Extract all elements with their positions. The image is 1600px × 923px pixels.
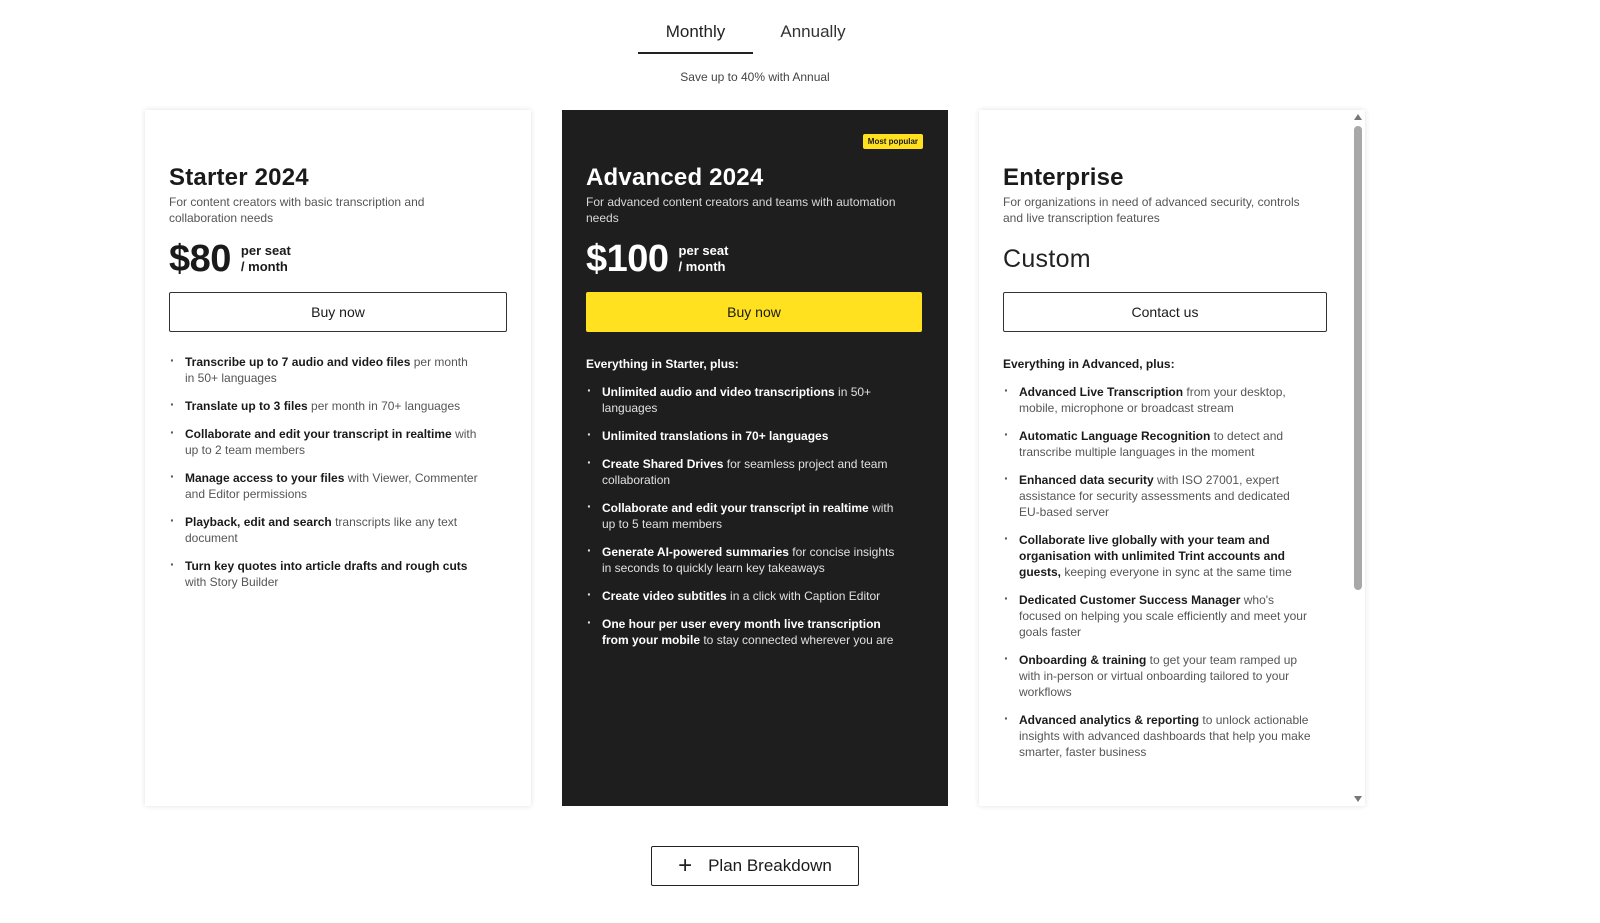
feature-detail: with Story Builder bbox=[185, 575, 279, 589]
plan-name: Advanced 2024 bbox=[586, 164, 764, 191]
feature-highlight: Collaborate and edit your transcript in realtime bbox=[185, 427, 452, 441]
tab-monthly[interactable]: Monthly bbox=[638, 18, 753, 54]
enterprise-scrollbar[interactable] bbox=[1352, 110, 1364, 806]
plus-icon: + bbox=[678, 852, 693, 879]
scroll-down-arrow-icon[interactable] bbox=[1354, 796, 1362, 802]
feature-highlight: Manage access to your files bbox=[185, 471, 345, 485]
feature-item bbox=[169, 398, 479, 414]
feature-highlight: Transcribe up to 7 audio and video files bbox=[185, 355, 411, 369]
feature-detail: for concise insights in seconds to quickly learn key takeaways bbox=[602, 545, 895, 575]
scrollbar-thumb[interactable] bbox=[1354, 126, 1362, 590]
feature-highlight: Collaborate and edit your transcript in realtime bbox=[602, 501, 869, 515]
price-unit-period: / month bbox=[678, 259, 726, 274]
plan-card-enterprise bbox=[979, 110, 1365, 806]
feature-item bbox=[586, 384, 896, 416]
feature-item bbox=[169, 470, 479, 502]
feature-detail: to detect and transcribe multiple languages in the moment bbox=[1019, 429, 1284, 459]
feature-item bbox=[586, 544, 896, 576]
feature-detail: to get your team ramped up with in-person or virtual onboarding tailored to your workflows bbox=[1019, 653, 1298, 699]
feature-detail: with Viewer, Commenter and Editor permissions bbox=[185, 471, 478, 501]
feature-item bbox=[169, 426, 479, 458]
feature-item bbox=[1003, 712, 1313, 760]
feature-highlight: Advanced analytics & reporting bbox=[1019, 713, 1200, 727]
contact-us-button[interactable]: Contact us bbox=[1003, 292, 1327, 332]
feature-item bbox=[169, 514, 479, 546]
feature-detail: with up to 2 team members bbox=[185, 427, 477, 457]
feature-detail: in 50+ languages bbox=[602, 385, 872, 415]
feature-highlight: Unlimited audio and video transcriptions bbox=[602, 385, 835, 399]
plan-description: For organizations in need of advanced security, controls and live transcription features bbox=[1003, 195, 1300, 225]
feature-detail: with up to 5 team members bbox=[602, 501, 894, 531]
price-unit-period: / month bbox=[240, 259, 288, 274]
price-row bbox=[1003, 238, 1341, 280]
feature-item bbox=[1003, 592, 1313, 640]
most-popular-badge: Most popular bbox=[863, 134, 923, 149]
feature-detail: to stay connected wherever you are bbox=[700, 633, 894, 647]
feature-list bbox=[169, 354, 507, 590]
feature-highlight: Create Shared Drives bbox=[602, 457, 724, 471]
feature-item bbox=[1003, 532, 1313, 580]
feature-highlight: Translate up to 3 files bbox=[185, 399, 308, 413]
price-unit bbox=[679, 243, 729, 275]
feature-item bbox=[1003, 652, 1313, 700]
feature-highlight: Playback, edit and search bbox=[185, 515, 332, 529]
includes-heading: Everything in Advanced, plus: bbox=[1003, 357, 1175, 371]
feature-detail: per month in 50+ languages bbox=[185, 355, 468, 385]
feature-detail: to unlock actionable insights with advanced dashboards that help you make smarter, faster business bbox=[1019, 713, 1311, 759]
feature-highlight: Generate AI-powered summaries bbox=[602, 545, 789, 559]
feature-item bbox=[1003, 384, 1313, 416]
buy-now-button[interactable]: Buy now bbox=[169, 292, 507, 332]
buy-now-button[interactable]: Buy now bbox=[586, 292, 922, 332]
feature-highlight: Onboarding & training bbox=[1019, 653, 1147, 667]
plan-price: Custom bbox=[1003, 245, 1091, 273]
feature-highlight: Create video subtitles bbox=[602, 589, 727, 603]
feature-highlight: Collaborate live globally with your team and organisation with unlimited Trint accounts and guests, bbox=[1019, 533, 1286, 579]
plan-description: For advanced content creators and teams with automation needs bbox=[586, 195, 896, 225]
feature-highlight: Turn key quotes into article drafts and rough cuts bbox=[185, 559, 468, 573]
feature-detail: in a click with Caption Editor bbox=[726, 589, 881, 603]
feature-item bbox=[1003, 472, 1313, 520]
feature-item bbox=[586, 616, 896, 648]
feature-detail: keeping everyone in sync at the same time bbox=[1061, 565, 1292, 579]
plan-price: $80 bbox=[169, 238, 231, 280]
annual-savings-note: Save up to 40% with Annual bbox=[680, 70, 830, 84]
feature-highlight: Enhanced data security bbox=[1019, 473, 1154, 487]
billing-toggle bbox=[638, 18, 873, 54]
plan-card-starter bbox=[145, 110, 531, 806]
feature-item bbox=[586, 456, 896, 488]
feature-item bbox=[586, 500, 896, 532]
tab-annually[interactable]: Annually bbox=[780, 22, 846, 41]
feature-detail: with ISO 27001, expert assistance for security assessments and dedicated EU-based server bbox=[1019, 473, 1290, 519]
feature-list bbox=[586, 384, 924, 648]
plan-description: For content creators with basic transcription and collaboration needs bbox=[169, 195, 425, 225]
feature-item bbox=[586, 588, 896, 604]
feature-detail: per month in 70+ languages bbox=[307, 399, 461, 413]
feature-detail: from your desktop, mobile, microphone or broadcast stream bbox=[1019, 385, 1286, 415]
feature-highlight: One hour per user every month live transcription from your mobile bbox=[602, 617, 881, 647]
feature-detail: transcripts like any text document bbox=[185, 515, 458, 545]
feature-detail: who's focused on helping you scale efficiently and meet your goals faster bbox=[1019, 593, 1307, 639]
plan-name: Starter 2024 bbox=[169, 164, 309, 191]
feature-highlight: Unlimited translations in 70+ languages bbox=[602, 429, 829, 443]
price-unit-seat: per seat bbox=[240, 243, 291, 258]
plan-name: Enterprise bbox=[1003, 164, 1124, 191]
scroll-up-arrow-icon[interactable] bbox=[1354, 114, 1362, 120]
plan-price: $100 bbox=[586, 238, 669, 280]
plan-card-advanced bbox=[562, 110, 948, 806]
plan-breakdown-label: Plan Breakdown bbox=[708, 856, 832, 875]
price-unit bbox=[241, 243, 291, 275]
price-row bbox=[169, 238, 507, 280]
feature-detail: for seamless project and team collaboration bbox=[602, 457, 888, 487]
plan-breakdown-button[interactable] bbox=[651, 846, 859, 886]
feature-item bbox=[169, 558, 479, 590]
feature-list bbox=[1003, 384, 1341, 760]
feature-highlight: Dedicated Customer Success Manager bbox=[1019, 593, 1241, 607]
includes-heading: Everything in Starter, plus: bbox=[586, 357, 739, 371]
feature-item bbox=[586, 428, 896, 444]
feature-item bbox=[169, 354, 479, 386]
feature-highlight: Automatic Language Recognition bbox=[1019, 429, 1211, 443]
price-row bbox=[586, 238, 924, 280]
price-unit-seat: per seat bbox=[678, 243, 729, 258]
feature-item bbox=[1003, 428, 1313, 460]
feature-highlight: Advanced Live Transcription bbox=[1019, 385, 1184, 399]
